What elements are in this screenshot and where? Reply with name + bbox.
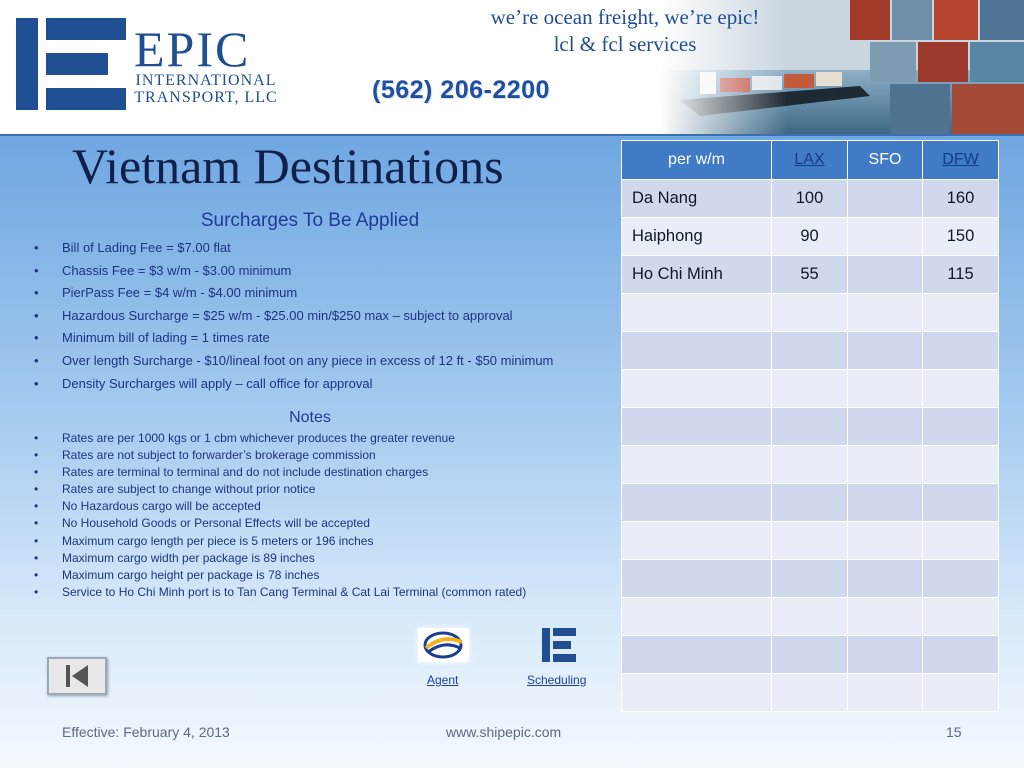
table-row bbox=[622, 180, 999, 218]
rate-cell bbox=[923, 332, 999, 370]
list-item: • Over length Surcharge - $10/lineal foot on any piece in excess of 12 ft - $50 minimum bbox=[34, 350, 614, 373]
list-item: • Rates are terminal to terminal and do not include destination charges bbox=[34, 464, 614, 481]
list-item: • Minimum bill of lading = 1 times rate bbox=[34, 327, 614, 350]
table-row bbox=[622, 218, 999, 256]
table-row bbox=[622, 636, 999, 674]
column-header-dfw[interactable] bbox=[923, 141, 999, 180]
rate-cell bbox=[848, 294, 923, 332]
rate-cell bbox=[923, 674, 999, 712]
table-row bbox=[622, 332, 999, 370]
table-row bbox=[622, 370, 999, 408]
rate-cell bbox=[772, 332, 848, 370]
rate-cell bbox=[772, 522, 848, 560]
table-row bbox=[622, 256, 999, 294]
rate-cell bbox=[772, 560, 848, 598]
logo-subtitle-line1: INTERNATIONAL bbox=[135, 72, 277, 89]
list-item: • Rates are subject to change without prior notice bbox=[34, 481, 614, 498]
list-item: • Chassis Fee = $3 w/m - $3.00 minimum bbox=[34, 260, 614, 283]
notes-heading: Notes bbox=[289, 409, 331, 426]
rate-cell bbox=[848, 636, 923, 674]
rate-cell bbox=[923, 636, 999, 674]
rate-cell bbox=[848, 560, 923, 598]
notes-list bbox=[34, 430, 614, 601]
destination-cell bbox=[622, 294, 772, 332]
column-header-sfo: SFO bbox=[848, 141, 923, 180]
page-title: Vietnam Destinations bbox=[72, 138, 504, 194]
epic-e-logo-mark bbox=[16, 18, 126, 110]
rate-cell bbox=[848, 218, 923, 256]
epic-logo[interactable] bbox=[14, 14, 284, 114]
rate-cell bbox=[772, 446, 848, 484]
logo-subtitle-line2: TRANSPORT, LLC bbox=[134, 89, 278, 106]
rate-cell: 160 bbox=[923, 180, 999, 218]
destination-cell bbox=[622, 522, 772, 560]
rate-cell bbox=[848, 598, 923, 636]
rate-cell: 100 bbox=[772, 180, 848, 218]
list-item: • Hazardous Surcharge = $25 w/m - $25.00 min/$250 max – subject to approval bbox=[34, 305, 614, 328]
rate-cell bbox=[848, 446, 923, 484]
rate-cell bbox=[923, 408, 999, 446]
list-item: • Maximum cargo height per package is 78 inches bbox=[34, 567, 614, 584]
rate-cell bbox=[923, 446, 999, 484]
rate-cell bbox=[923, 370, 999, 408]
destination-cell bbox=[622, 636, 772, 674]
effective-date: Effective: February 4, 2013 bbox=[62, 724, 230, 740]
rate-cell bbox=[923, 522, 999, 560]
agent-icon[interactable] bbox=[418, 628, 469, 662]
agent-link[interactable]: Agent bbox=[427, 673, 459, 687]
skip-back-icon bbox=[62, 663, 92, 689]
rate-cell bbox=[772, 408, 848, 446]
tagline-line1: we’re ocean freight, we’re epic! bbox=[490, 5, 760, 29]
rate-cell: 90 bbox=[772, 218, 848, 256]
phone-number: (562) 206-2200 bbox=[372, 76, 550, 104]
rate-cell bbox=[772, 636, 848, 674]
rate-cell bbox=[923, 560, 999, 598]
logo-wordmark: EPIC bbox=[134, 21, 251, 77]
rate-cell bbox=[923, 294, 999, 332]
back-button[interactable] bbox=[47, 657, 107, 695]
rate-cell bbox=[772, 598, 848, 636]
table-row bbox=[622, 598, 999, 636]
table-header-row bbox=[622, 141, 999, 180]
rate-cell: 115 bbox=[923, 256, 999, 294]
destination-cell bbox=[622, 484, 772, 522]
rate-cell bbox=[848, 522, 923, 560]
rates-table bbox=[621, 140, 999, 712]
tagline bbox=[470, 4, 780, 58]
destination-cell bbox=[622, 370, 772, 408]
destination-cell bbox=[622, 446, 772, 484]
list-item: • Maximum cargo width per package is 89 inches bbox=[34, 550, 614, 567]
table-row bbox=[622, 408, 999, 446]
rate-cell bbox=[848, 408, 923, 446]
header-banner bbox=[0, 0, 1024, 136]
list-item: • Bill of Lading Fee = $7.00 flat bbox=[34, 237, 614, 260]
rate-cell bbox=[923, 598, 999, 636]
surcharges-heading: Surcharges To Be Applied bbox=[200, 210, 420, 231]
table-row bbox=[622, 560, 999, 598]
epic-e-icon bbox=[542, 628, 576, 662]
lax-link[interactable]: LAX bbox=[794, 151, 825, 168]
destination-cell: Da Nang bbox=[622, 180, 772, 218]
scheduling-link[interactable]: Scheduling bbox=[527, 673, 587, 687]
rate-cell bbox=[848, 180, 923, 218]
list-item: • No Hazardous cargo will be accepted bbox=[34, 498, 614, 515]
list-item: • Service to Ho Chi Minh port is to Tan Cang Terminal & Cat Lai Terminal (common rated) bbox=[34, 584, 614, 601]
list-item: • Rates are not subject to forwarder’s brokerage commission bbox=[34, 447, 614, 464]
table-row bbox=[622, 484, 999, 522]
rate-cell bbox=[848, 256, 923, 294]
destination-cell bbox=[622, 408, 772, 446]
rate-cell bbox=[772, 484, 848, 522]
scheduling-icon[interactable] bbox=[542, 628, 576, 662]
tagline-line2: lcl & fcl services bbox=[553, 32, 697, 56]
logo-subtitle bbox=[126, 72, 286, 106]
agent-globe-logo-icon bbox=[418, 628, 469, 662]
rate-cell bbox=[848, 332, 923, 370]
list-item: • Maximum cargo length per piece is 5 meters or 196 inches bbox=[34, 533, 614, 550]
table-row bbox=[622, 294, 999, 332]
rate-cell bbox=[848, 674, 923, 712]
destination-cell bbox=[622, 560, 772, 598]
rate-cell: 150 bbox=[923, 218, 999, 256]
list-item: • PierPass Fee = $4 w/m - $4.00 minimum bbox=[34, 282, 614, 305]
surcharges-list bbox=[34, 237, 614, 395]
rate-cell bbox=[772, 674, 848, 712]
list-item: • Density Surcharges will apply – call office for approval bbox=[34, 373, 614, 396]
table-row bbox=[622, 446, 999, 484]
destination-cell: Ho Chi Minh bbox=[622, 256, 772, 294]
rate-cell bbox=[772, 370, 848, 408]
destination-cell bbox=[622, 598, 772, 636]
destination-cell: Haiphong bbox=[622, 218, 772, 256]
column-header-unit: per w/m bbox=[622, 141, 772, 180]
list-item: • No Household Goods or Personal Effects will be accepted bbox=[34, 515, 614, 532]
rate-cell: 55 bbox=[772, 256, 848, 294]
rate-cell bbox=[848, 484, 923, 522]
rate-cell bbox=[848, 370, 923, 408]
page-number: 15 bbox=[946, 724, 962, 740]
destination-cell bbox=[622, 332, 772, 370]
destination-cell bbox=[622, 674, 772, 712]
rate-cell bbox=[923, 484, 999, 522]
dfw-link[interactable]: DFW bbox=[942, 151, 979, 168]
table-row bbox=[622, 674, 999, 712]
list-item: • Rates are per 1000 kgs or 1 cbm whichever produces the greater revenue bbox=[34, 430, 614, 447]
rate-cell bbox=[772, 294, 848, 332]
rates-table-body bbox=[622, 180, 999, 712]
column-header-lax[interactable] bbox=[772, 141, 848, 180]
table-row bbox=[622, 522, 999, 560]
website-url: www.shipepic.com bbox=[446, 724, 562, 740]
